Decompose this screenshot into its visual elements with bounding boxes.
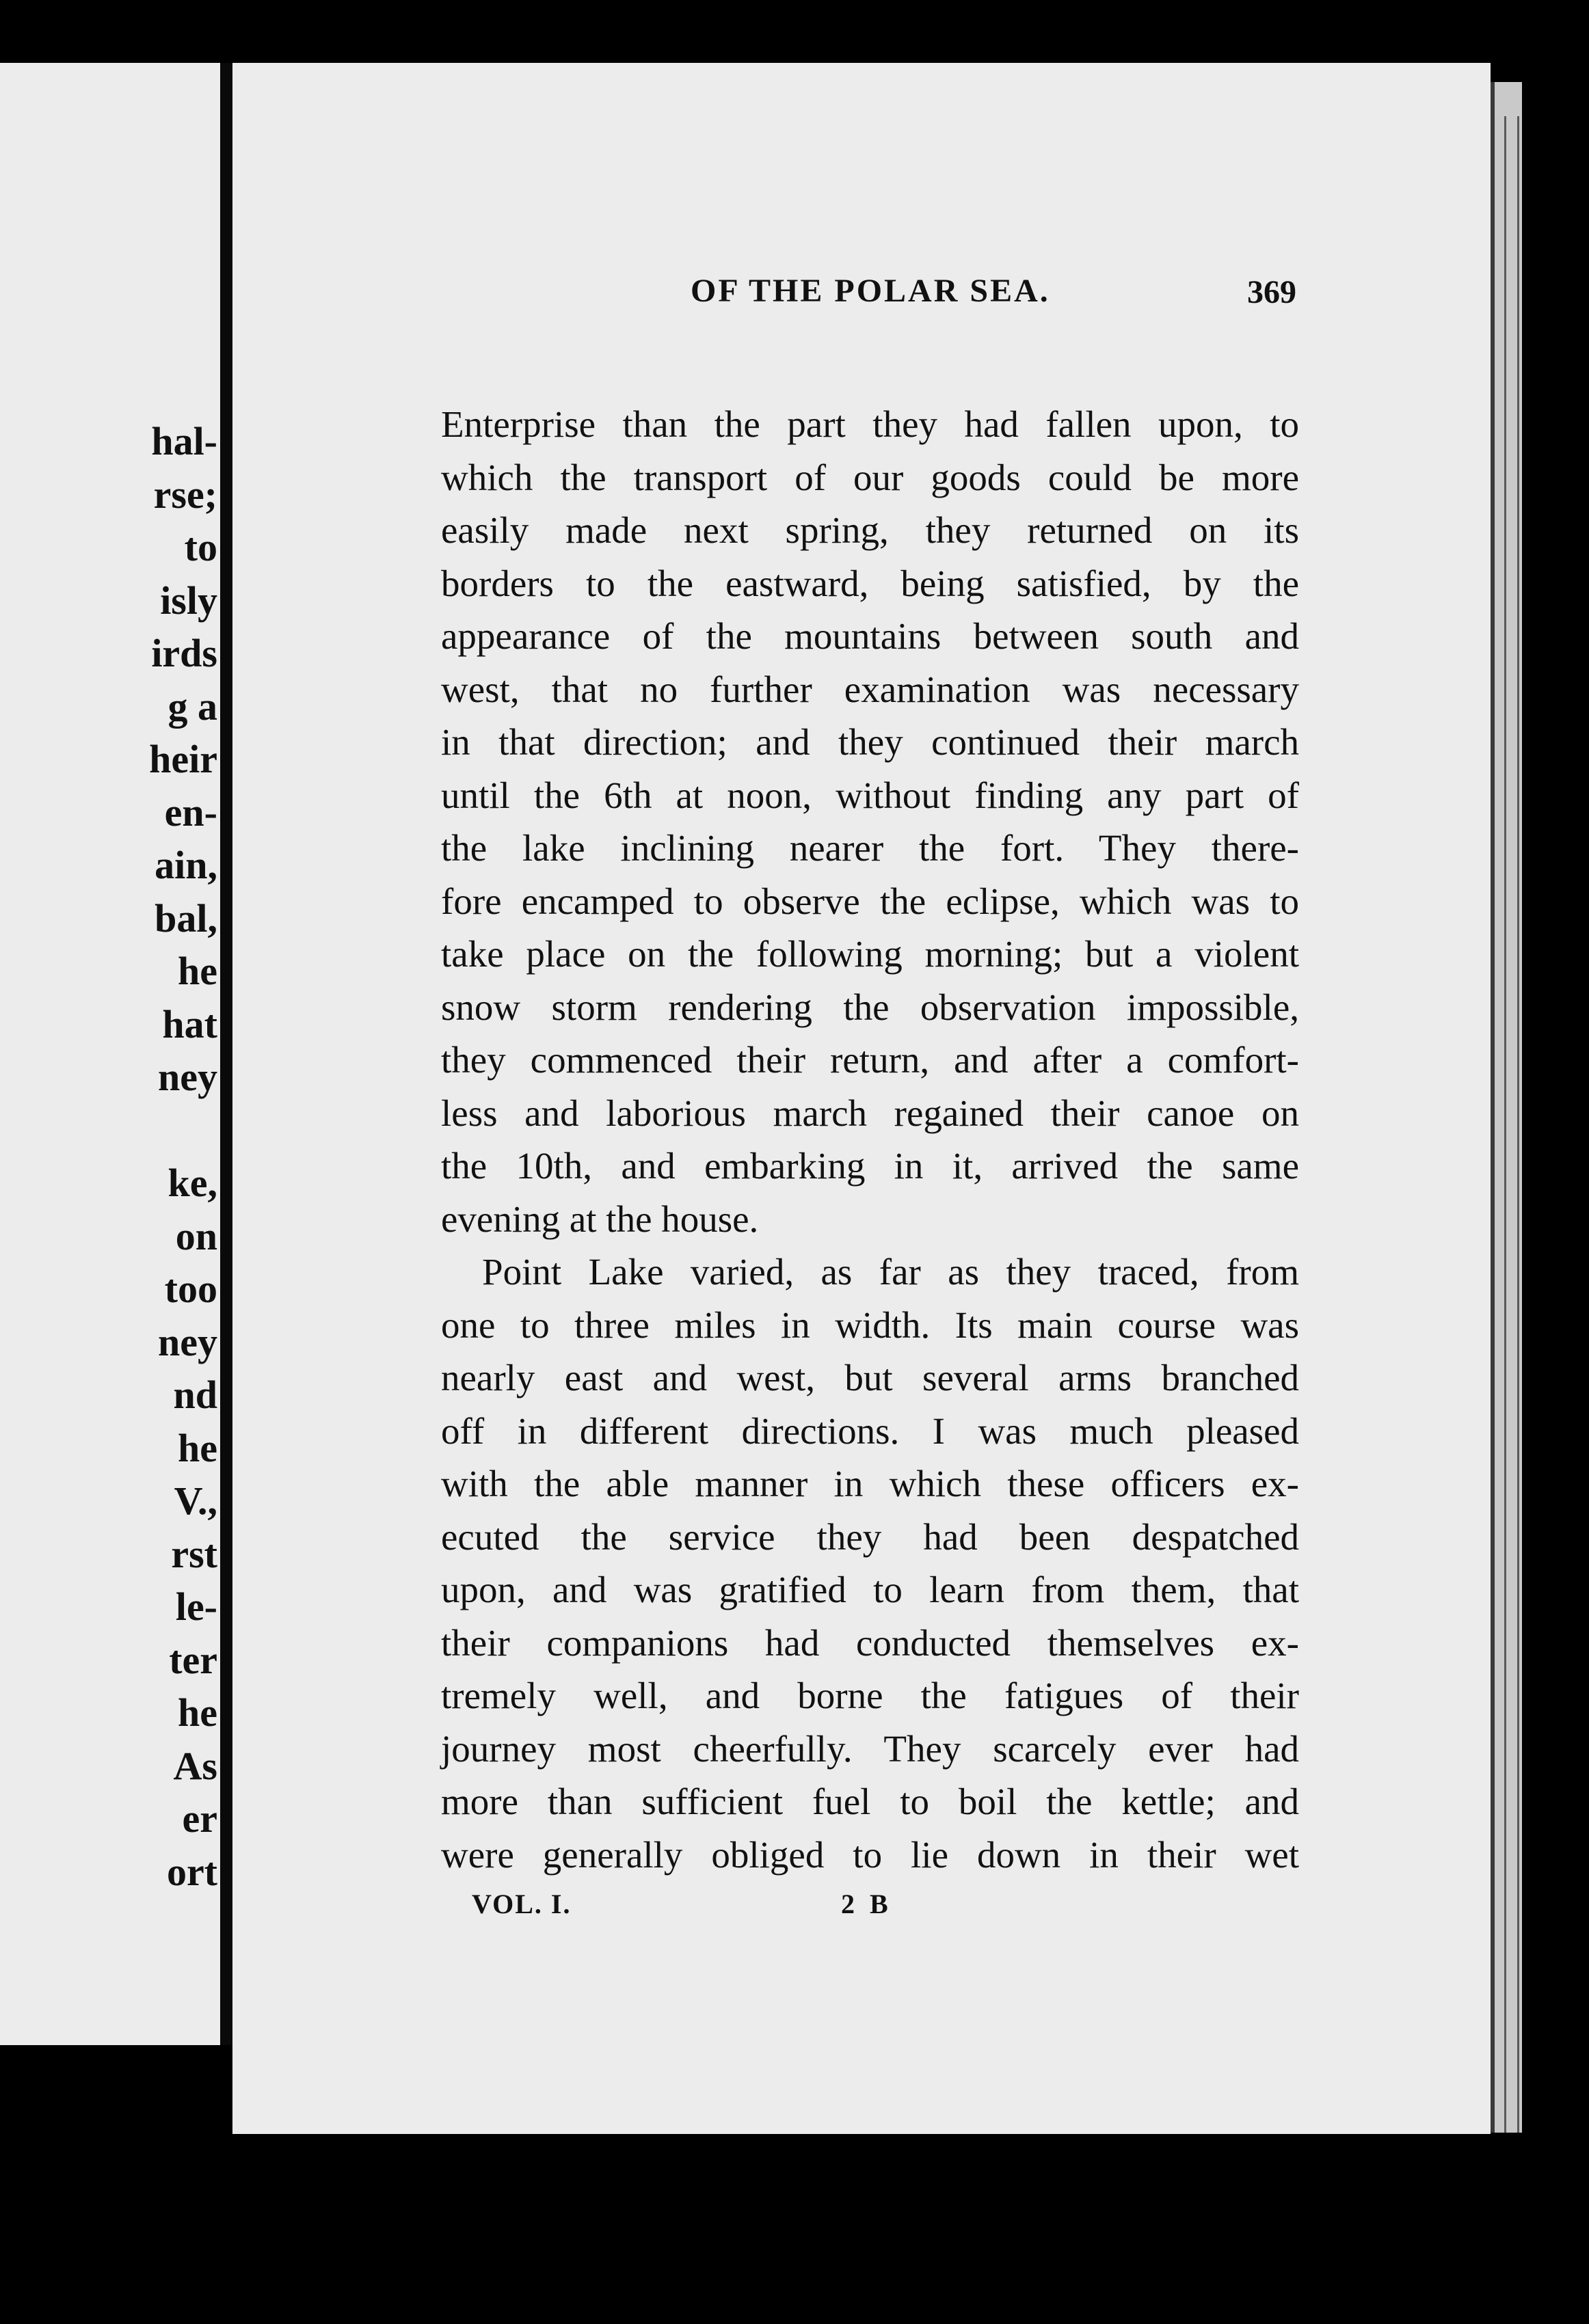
left-line: nd	[173, 1373, 217, 1417]
left-line	[149, 1104, 217, 1157]
left-line: isly	[160, 578, 217, 623]
text-line: upon, and was gratified to learn from them, that	[441, 1569, 1299, 1610]
text-line: Point Lake varied, as far as they traced, from	[482, 1251, 1299, 1293]
left-line: he	[178, 1690, 217, 1735]
signature-mark: 2 B	[841, 1889, 892, 1919]
left-page-text	[149, 415, 217, 1898]
left-line: ain,	[155, 843, 217, 887]
text-line: tremely well, and borne the fatigues of their	[441, 1675, 1299, 1716]
text-line: appearance of the mountains between south and	[441, 615, 1299, 657]
left-line: As	[173, 1743, 217, 1788]
text-line: until the 6th at noon, without finding any part of	[441, 774, 1299, 816]
left-line: hal-	[151, 419, 217, 463]
text-line: journey most cheerfully. They scarcely ever had	[441, 1727, 1299, 1770]
page-edge-lines	[1504, 116, 1519, 2133]
left-line: on	[175, 1213, 217, 1258]
text-line: more than sufficient fuel to boil the kettle; and	[441, 1781, 1299, 1822]
left-page-fragment	[0, 63, 220, 2045]
text-line: one to three miles in width. Its main course was	[441, 1303, 1299, 1346]
text-line: Enterprise than the part they had fallen upon, to	[441, 403, 1299, 445]
running-title: OF THE POLAR SEA.	[691, 273, 1050, 309]
left-line: ney	[158, 1319, 217, 1364]
left-line: rst	[171, 1531, 217, 1576]
text-line: were generally obliged to lie down in their wet	[441, 1833, 1299, 1876]
left-line: ke,	[168, 1161, 217, 1205]
text-line: their companions had conducted themselves ex-	[441, 1621, 1299, 1664]
left-line: ter	[169, 1637, 217, 1682]
page-footer	[472, 1888, 950, 1936]
text-line: west, that no further examination was necessary	[441, 668, 1299, 710]
text-line: borders to the eastward, being satisfied, by the	[441, 562, 1299, 604]
text-line: they commenced their return, and after a comfort-	[441, 1039, 1299, 1081]
text-line: which the transport of our goods could be more	[441, 456, 1299, 498]
left-line: V.,	[174, 1478, 217, 1523]
body-text	[441, 398, 1299, 1881]
text-line: in that direction; and they continued their march	[441, 721, 1299, 763]
left-line: le-	[175, 1584, 217, 1629]
left-line: he	[178, 1425, 217, 1470]
text-line: snow storm rendering the observation impossible,	[441, 986, 1299, 1028]
text-line: off in different directions. I was much pleased	[441, 1409, 1299, 1452]
left-line: g a	[168, 684, 217, 729]
left-line: hat	[162, 1001, 217, 1046]
text-line: easily made next spring, they returned on its	[441, 509, 1299, 551]
left-line: rse;	[153, 472, 217, 517]
left-line: he	[178, 949, 217, 993]
left-line: er	[182, 1796, 217, 1841]
text-line: nearly east and west, but several arms branched	[441, 1357, 1299, 1399]
text-line: ecuted the service they had been despatched	[441, 1515, 1299, 1558]
page-number: 369	[1247, 274, 1296, 310]
left-line: irds	[151, 631, 217, 675]
left-line: bal,	[155, 895, 217, 941]
text-line: with the able manner in which these officers ex-	[441, 1463, 1299, 1504]
text-line: less and laborious march regained their canoe on	[441, 1092, 1299, 1134]
volume-label: VOL. I.	[472, 1889, 572, 1919]
text-line: take place on the following morning; but a violent	[441, 933, 1299, 975]
left-line: en-	[164, 789, 217, 835]
text-line: the lake inclining nearer the fort. They there-	[441, 827, 1299, 869]
text-line: the 10th, and embarking in it, arrived the same	[441, 1145, 1299, 1187]
text-line: fore encamped to observe the eclipse, which was to	[441, 880, 1299, 922]
left-line: heir	[149, 737, 217, 781]
left-line: ort	[166, 1849, 217, 1894]
left-line: ney	[158, 1055, 217, 1099]
book-gutter	[220, 63, 232, 2045]
left-line: to	[184, 525, 217, 569]
page-header	[457, 272, 1305, 327]
left-line: too	[164, 1267, 217, 1311]
text-line: evening at the house.	[441, 1198, 759, 1240]
